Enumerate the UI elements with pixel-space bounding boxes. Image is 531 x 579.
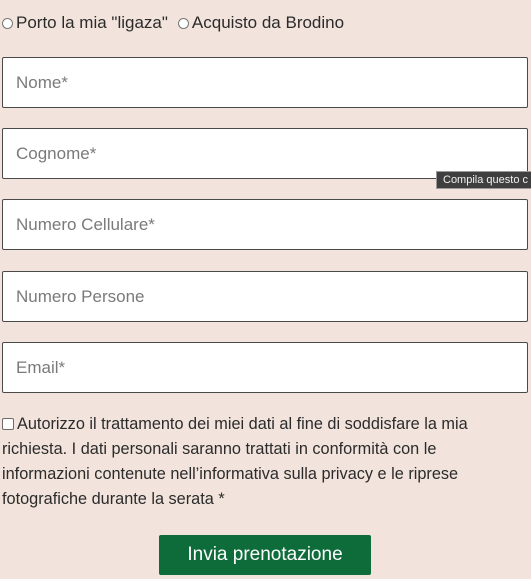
supply-choice-radio-group [2,12,354,34]
validation-tooltip: Compila questo c [436,171,531,189]
privacy-consent [2,412,507,512]
persone-input[interactable] [3,272,527,321]
radio-label-bring-own: Porto la mia "ligaza" [16,13,168,32]
radio-option-buy-brodino[interactable] [178,13,344,33]
submit-reservation-button[interactable]: Invia prenotazione [159,535,371,575]
email-field[interactable] [2,342,528,393]
nome-field[interactable] [2,57,528,108]
radio-label-buy-brodino: Acquisto da Brodino [191,13,345,32]
cellulare-field[interactable] [2,199,528,250]
persone-field[interactable] [2,271,528,322]
radio-option-bring-own[interactable] [2,13,168,33]
privacy-consent-checkbox[interactable] [2,418,14,430]
radio-button-bring-own[interactable] [2,18,13,29]
cellulare-input[interactable] [3,200,527,249]
privacy-consent-text: Autorizzo il trattamento dei miei dati al fine di soddisfare la mia richiesta. I dati personali saranno trattati in conformità con le informazioni contenute nell’informativa sulla privacy e le riprese fotografiche durante la serata * [2,415,468,508]
email-input[interactable] [3,343,527,392]
radio-button-buy-brodino[interactable] [178,18,189,29]
nome-input[interactable] [3,58,527,107]
